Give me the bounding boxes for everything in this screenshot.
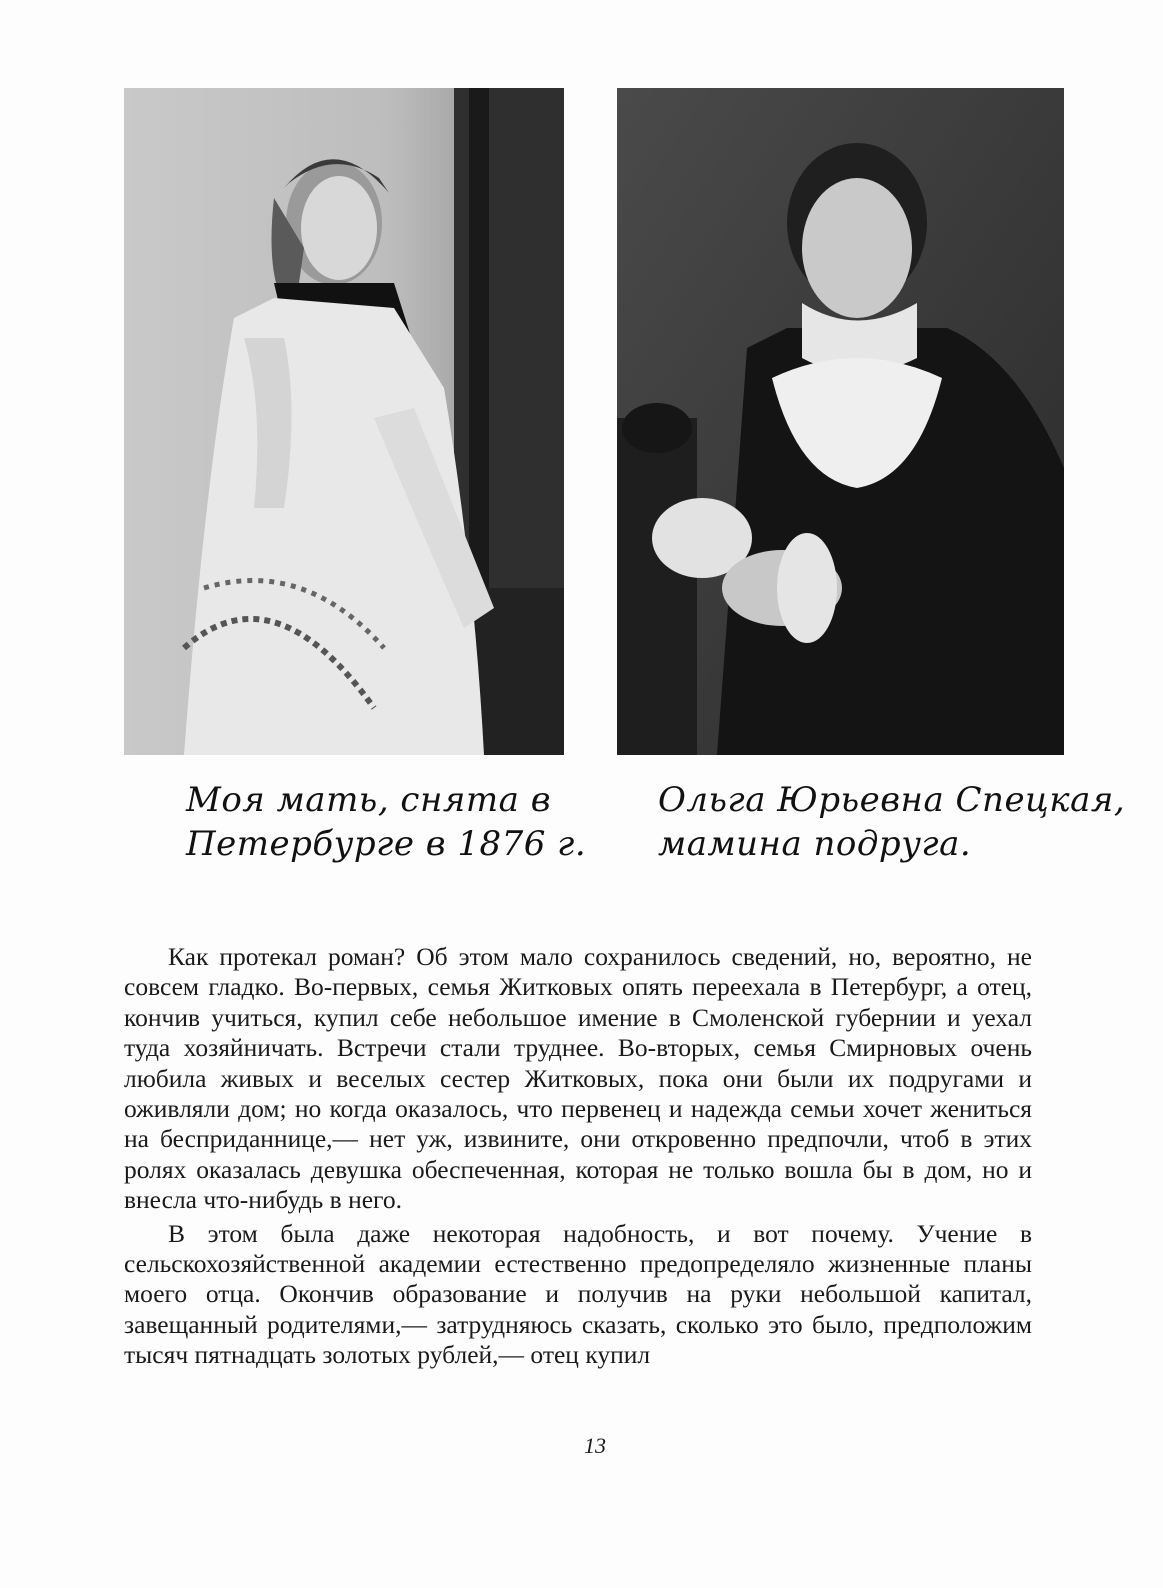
page-number: 13: [584, 1433, 606, 1458]
body-text: [124, 942, 1032, 1371]
caption-left-line-2: Петербурге в 1876 г.: [186, 824, 587, 864]
paragraph-1: Как протекал роман? Об этом мало сохранилось сведений, но, вероятно, не совсем гладко. Во-первых, семья Житковых опять переехала в Петербург, а отец, кончив учиться, купил себе небольшое имение в Смоленской губернии и уехал туда хозяйничать. Встречи стали труднее. Во-вторых, семья Смирновых очень любила живых и веселых сестер Житковых, пока они были их подругами и оживляли дом; но когда оказалось, что первенец и надежда семьи хочет жениться на бесприданнице,— нет уж, извините, они откровенно предпочли, чтоб в этих ролях оказалась девушка обеспеченная, которая не только вошла бы в дом, но и внесла что-нибудь в него.: [124, 942, 1032, 1215]
paragraph-2: В этом была даже некоторая надобность, и вот почему. Учение в сельскохозяйственной академии естественно предопределяло жизненные планы моего отца. Окончив образование и получив на руки небольшой капитал, завещанный родителями,— затрудняюсь сказать, сколько это было, предположим тысяч пятнадцать золотых рублей,— отец купил: [124, 1218, 1032, 1370]
caption-right-line-1: Ольга Юрьевна Спецкая,: [658, 780, 1126, 820]
caption-left-line-1: Моя мать, снята в: [186, 780, 551, 820]
photo-olga-spetskaya-image: [617, 88, 1064, 755]
caption-left-handwritten: [186, 778, 587, 866]
photo-olga-spetskaya: [617, 88, 1064, 755]
photo-young-woman: [124, 88, 564, 755]
caption-right-line-2: мамина подруга.: [658, 824, 972, 864]
caption-right-handwritten: [658, 778, 1126, 866]
photo-young-woman-image: [124, 88, 564, 755]
